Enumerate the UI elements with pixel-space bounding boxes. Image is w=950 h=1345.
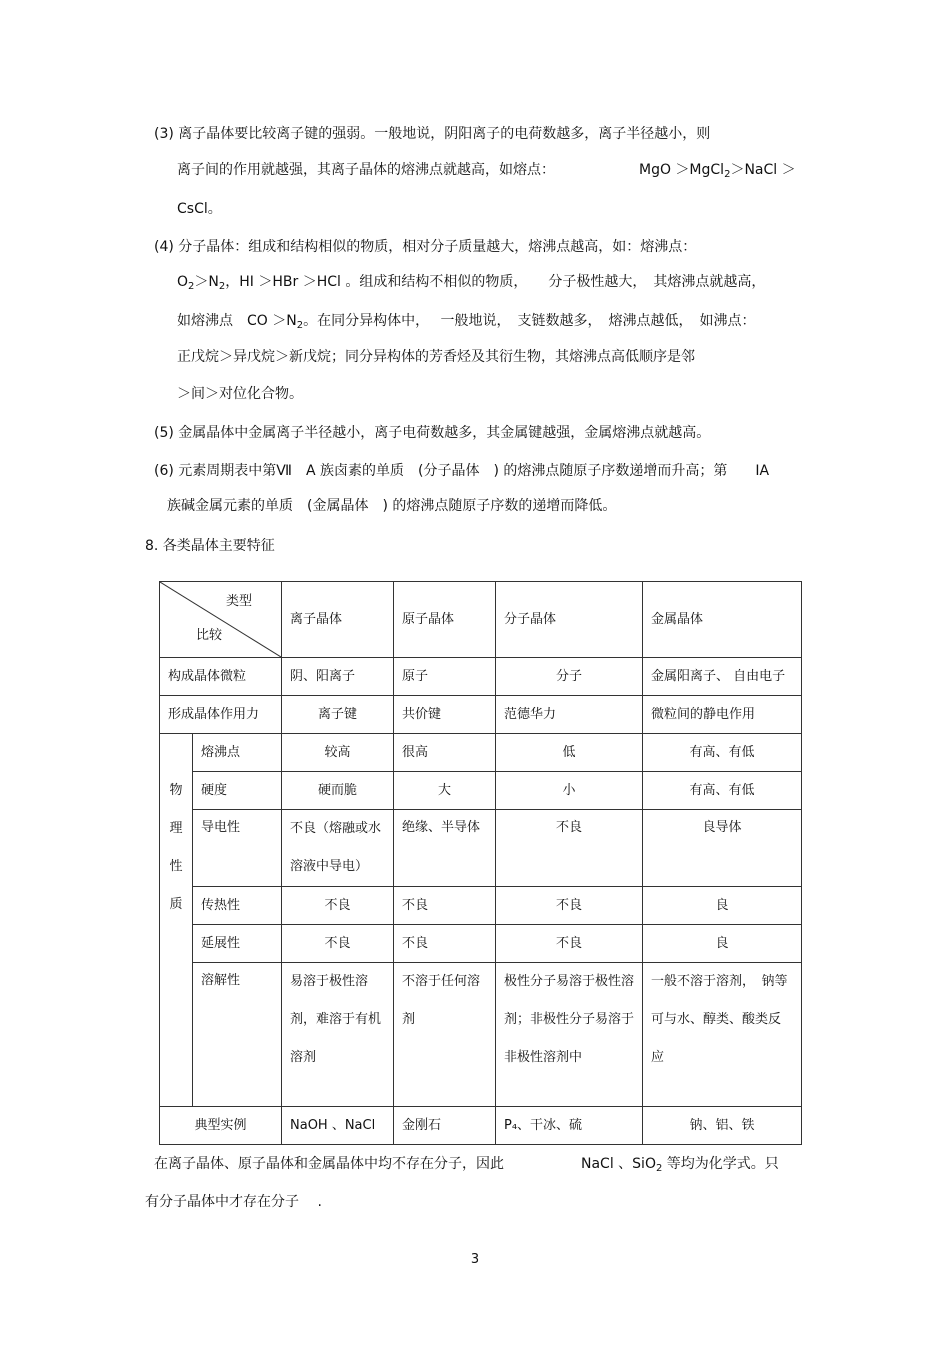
table-row — [160, 658, 802, 696]
table-cell: 微粒间的静电作用 — [643, 696, 802, 734]
para4-line3-pre: 如熔沸点 CO ＞N — [177, 313, 297, 329]
table-cell: 较高 — [282, 734, 394, 772]
crystal-features-table — [159, 581, 802, 1145]
table-cell: 低 — [496, 734, 643, 772]
formula-n: ＞N — [194, 274, 219, 290]
corner-type-label: 类型 — [226, 594, 253, 609]
para3-line3: CsCl。 — [177, 201, 222, 217]
section-8-title: 8. 各类晶体主要特征 — [145, 538, 275, 554]
page-number: 3 — [470, 1252, 480, 1267]
footer-line2: 有分子晶体中才存在分子 . — [145, 1194, 322, 1210]
table-row — [160, 810, 802, 887]
header-molecular: 分子晶体 — [496, 582, 643, 658]
footer-line1b-post: 等均为化学式。只 — [662, 1156, 779, 1172]
para4-line1: (4) 分子晶体：组成和结构相似的物质，相对分子质量越大，熔沸点越高，如：熔沸点： — [154, 239, 697, 255]
row-label: 传热性 — [193, 887, 282, 925]
table-cell: P₄、干冰、硫 — [496, 1107, 643, 1145]
vertical-char: 性 — [169, 859, 183, 874]
table-cell: 有高、有低 — [643, 734, 802, 772]
table-cell: 不良 — [394, 925, 496, 963]
para3-line2b — [639, 161, 796, 184]
table-cell: 小 — [496, 772, 643, 810]
row-label: 形成晶体作用力 — [160, 696, 282, 734]
subscript: 2 — [188, 281, 195, 292]
para4-line2-rest: ，HI ＞HBr ＞HCl 。组成和结构不相似的物质， 分子极性越大， 其熔沸点就越高， — [225, 274, 766, 290]
row-label: 延展性 — [193, 925, 282, 963]
table-row — [160, 887, 802, 925]
table-row — [160, 963, 802, 1107]
table-cell: NaOH 、NaCl — [282, 1107, 394, 1145]
row-label: 溶解性 — [193, 963, 282, 1107]
table-cell: 不良 — [496, 810, 643, 887]
row-label: 构成晶体微粒 — [160, 658, 282, 696]
vertical-char: 物 — [169, 783, 183, 798]
table-cell: 共价键 — [394, 696, 496, 734]
table-cell: 不良 — [394, 887, 496, 925]
table-cell: 大 — [394, 772, 496, 810]
table-cell: 极性分子易溶于极性溶剂；非极性分子易溶于非极性溶剂中 — [496, 963, 643, 1107]
table-cell: 良导体 — [643, 810, 802, 887]
para6-line2: 族碱金属元素的单质 (金属晶体 ) 的熔沸点随原子序数的递增而降低。 — [167, 498, 617, 514]
table-row — [160, 696, 802, 734]
vertical-char: 质 — [169, 897, 183, 912]
physical-properties-label — [160, 734, 193, 1107]
header-atomic: 原子晶体 — [394, 582, 496, 658]
formula-mgo-mgcl: MgO ＞MgCl — [639, 162, 725, 178]
footer-line1b — [581, 1155, 779, 1178]
row-label: 典型实例 — [160, 1107, 282, 1145]
para4-line5: ＞间＞对位化合物。 — [177, 386, 303, 402]
table-cell: 范德华力 — [496, 696, 643, 734]
subscript: 2 — [218, 281, 226, 292]
row-label: 导电性 — [193, 810, 282, 887]
table-cell: 离子键 — [282, 696, 394, 734]
header-ionic: 离子晶体 — [282, 582, 394, 658]
table-cell: 有高、有低 — [643, 772, 802, 810]
table-cell: 绝缘、半导体 — [394, 810, 496, 887]
table-cell: 不溶于任何溶剂 — [394, 963, 496, 1107]
table-row — [160, 734, 802, 772]
table-cell: 原子 — [394, 658, 496, 696]
table-cell: 不良 — [282, 925, 394, 963]
para4-line4: 正戊烷＞异戊烷＞新戊烷；同分异构体的芳香烃及其衍生物，其熔沸点高低顺序是邻 — [177, 349, 695, 365]
table-cell: 不良 — [496, 887, 643, 925]
para4-line3-post: 。在同分异构体中， 一般地说， 支链数越多， 熔沸点越低， 如沸点： — [303, 313, 756, 329]
table-cell: 不良 — [496, 925, 643, 963]
table-cell: 分子 — [496, 658, 643, 696]
table-header-row — [160, 582, 802, 658]
subscript: 2 — [724, 169, 731, 180]
table-row — [160, 1107, 802, 1145]
para4-line2 — [177, 273, 765, 296]
corner-compare-label: 比较 — [196, 628, 223, 643]
table-cell: 阴、阳离子 — [282, 658, 394, 696]
table-cell: 钠、铝、铁 — [643, 1107, 802, 1145]
table-cell: 不良（熔融或水溶液中导电） — [282, 810, 394, 887]
table-cell: 一般不溶于溶剂， 钠等可与水、醇类、酸类反应 — [643, 963, 802, 1107]
para6-line1: (6) 元素周期表中第Ⅶ A 族卤素的单质 (分子晶体 ) 的熔沸点随原子序数递增而升高；第 IA — [154, 463, 770, 479]
header-metallic: 金属晶体 — [643, 582, 802, 658]
formula-nacl-sio: NaCl 、SiO — [581, 1156, 656, 1172]
table-cell: 良 — [643, 887, 802, 925]
table-row — [160, 772, 802, 810]
table-row — [160, 925, 802, 963]
footer-line1a: 在离子晶体、原子晶体和金属晶体中均不存在分子，因此 — [154, 1156, 504, 1172]
table-cell: 易溶于极性溶剂，难溶于有机溶剂 — [282, 963, 394, 1107]
para3-line2a: 离子间的作用就越强，其离子晶体的熔沸点就越高，如熔点： — [177, 162, 555, 178]
row-label: 硬度 — [193, 772, 282, 810]
table-cell: 很高 — [394, 734, 496, 772]
formula-o: O — [177, 274, 189, 290]
subscript: 2 — [296, 320, 304, 331]
corner-cell — [160, 582, 282, 658]
vertical-char: 理 — [169, 821, 183, 836]
para5-line1: (5) 金属晶体中金属离子半径越小，离子电荷数越多，其金属键越强，金属熔沸点就越高。 — [154, 425, 711, 441]
row-label: 熔沸点 — [193, 734, 282, 772]
para4-line3 — [177, 312, 756, 335]
formula-nacl: ＞NaCl ＞ — [730, 162, 796, 178]
table-cell: 硬而脆 — [282, 772, 394, 810]
table-cell: 良 — [643, 925, 802, 963]
para3-line1: (3) 离子晶体要比较离子键的强弱。一般地说，阴阳离子的电荷数越多，离子半径越小，则 — [154, 126, 711, 142]
table-cell: 金刚石 — [394, 1107, 496, 1145]
table-cell: 不良 — [282, 887, 394, 925]
table-cell: 金属阳离子、 自由电子 — [643, 658, 802, 696]
subscript: 2 — [655, 1163, 663, 1174]
